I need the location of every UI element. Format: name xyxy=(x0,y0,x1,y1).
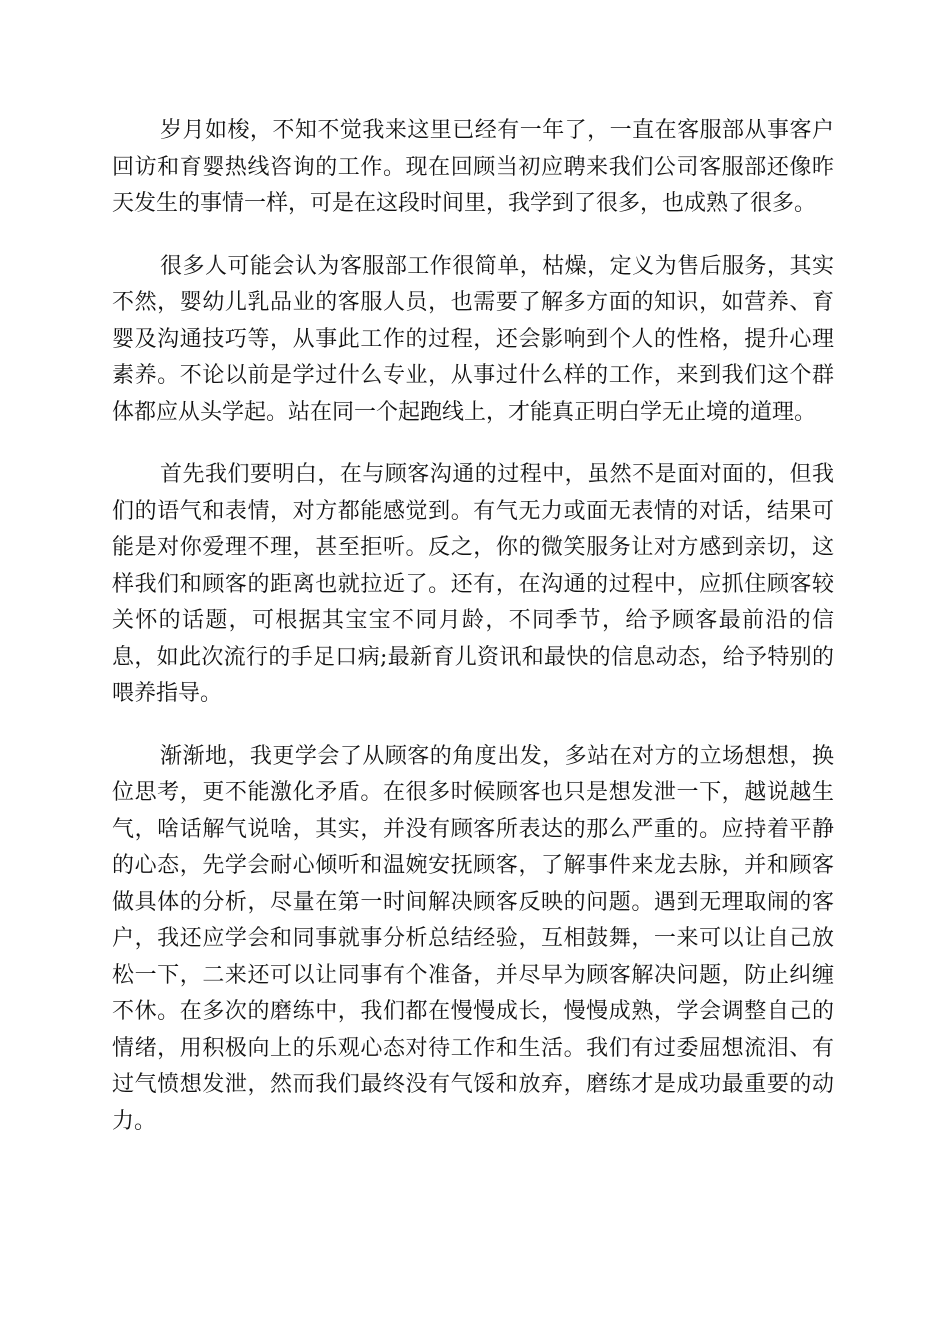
paragraph-4: 渐渐地，我更学会了从顾客的角度出发，多站在对方的立场想想，换位思考，更不能激化矛盾。在很多时候顾客也只是想发泄一下，越说越生气，啥话解气说啥，其实，并没有顾客所表达的那么严重的。应持着平静的心态，先学会耐心倾听和温婉安抚顾客，了解事件来龙去脉，并和顾客做具体的分析，尽量在第一时间解决顾客反映的问题。遇到无理取闹的客户，我还应学会和同事就事分析总结经验，互相鼓舞，一来可以让自己放松一下，二来还可以让同事有个准备，并尽早为顾客解决问题，防止纠缠不休。在多次的磨练中，我们都在慢慢成长，慢慢成熟，学会调整自己的情绪，用积极向上的乐观心态对待工作和生活。我们有过委屈想流泪、有过气愤想发泄，然而我们最终没有气馁和放弃，磨练才是成功最重要的动力。 xyxy=(112,743,834,1134)
paragraph-1: 岁月如梭，不知不觉我来这里已经有一年了，一直在客服部从事客户回访和育婴热线咨询的工作。现在回顾当初应聘来我们公司客服部还像昨天发生的事情一样，可是在这段时间里，我学到了很多，也成熟了很多。 xyxy=(112,118,834,216)
paragraph-2: 很多人可能会认为客服部工作很简单，枯燥，定义为售后服务，其实不然，婴幼儿乳品业的客服人员，也需要了解多方面的知识，如营养、育婴及沟通技巧等，从事此工作的过程，还会影响到个人的性格，提升心理素养。不论以前是学过什么专业，从事过什么样的工作，来到我们这个群体都应从头学起。站在同一个起跑线上，才能真正明白学无止境的道理。 xyxy=(112,253,834,425)
paragraph-3: 首先我们要明白，在与顾客沟通的过程中，虽然不是面对面的，但我们的语气和表情，对方都能感觉到。有气无力或面无表情的对话，结果可能是对你爱理不理，甚至拒听。反之，你的微笑服务让对方感到亲切，这样我们和顾客的距离也就拉近了。还有，在沟通的过程中，应抓住顾客较关怀的话题，可根据其宝宝不同月龄，不同季节，给予顾客最前沿的信息，如此次流行的手足口病;最新育儿资讯和最快的信息动态，给予特别的喂养指导。 xyxy=(112,462,834,706)
document-body xyxy=(112,113,834,1140)
